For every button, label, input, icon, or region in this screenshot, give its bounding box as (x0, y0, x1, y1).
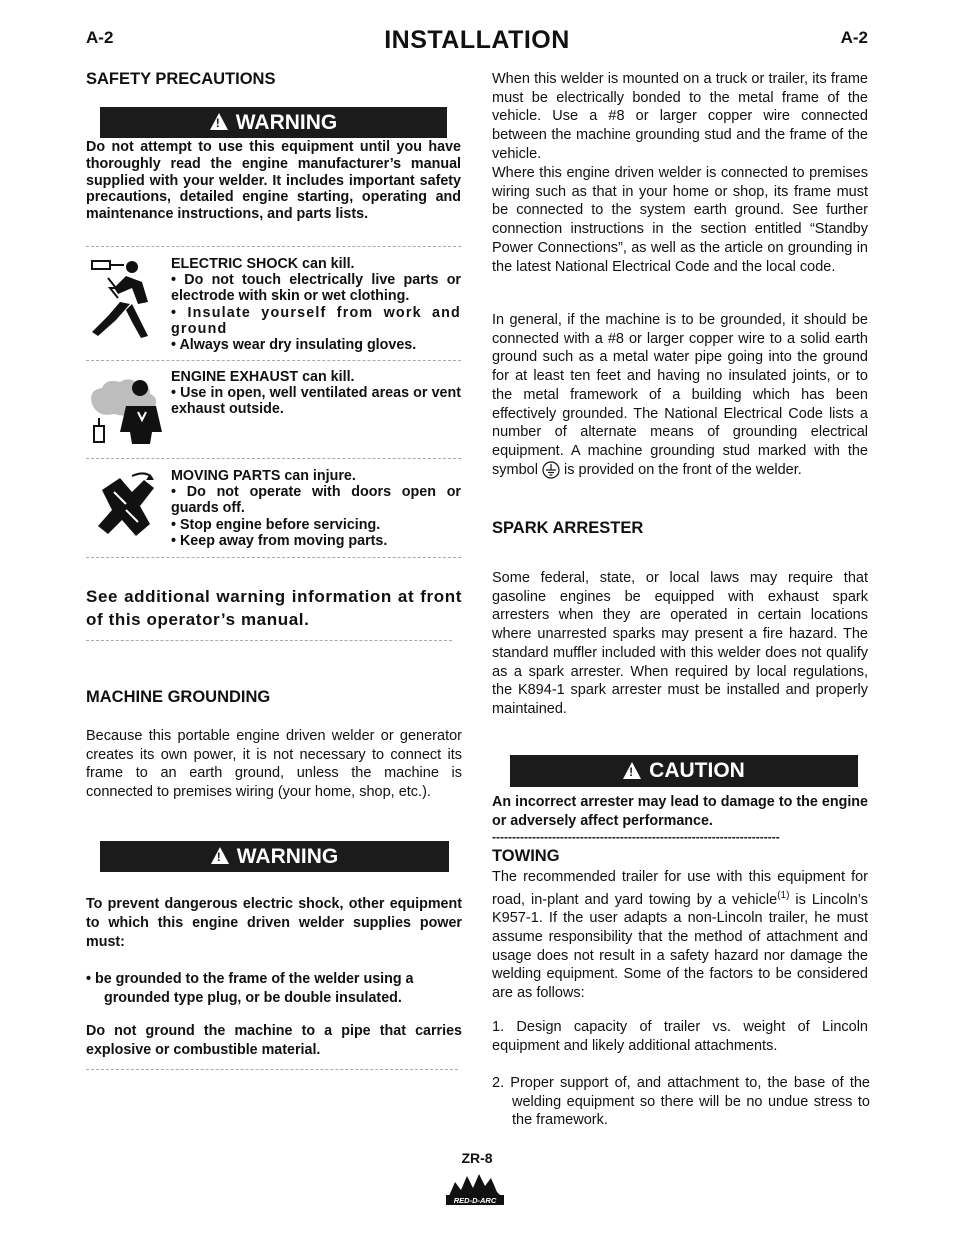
warning-triangle-icon (210, 113, 228, 130)
page-title: INSTALLATION (384, 26, 570, 54)
hazard-line: • Insulate yourself from work and ground (171, 304, 461, 337)
towing-text-end: is Lincoln’s K957-1. If the user adapts a non-Lincoln trailer, he must assume responsibility that the method of attachment and usage does not result in a safety hazard nor damage the welding equipment. Some of the factors to be considered are as follows: (492, 891, 868, 1002)
warning-triangle-icon (211, 847, 229, 864)
page-code-left: A-2 (86, 28, 114, 47)
hazard-line: • Stop engine before servicing. (171, 516, 381, 533)
hazard-line: • Always wear dry insulating gloves. (171, 337, 417, 354)
model-label: ZR-8 (461, 1150, 493, 1166)
hazard-electric-shock (171, 256, 461, 353)
moving-parts-icon (92, 470, 160, 542)
premises-wiring-paragraph: Where this engine driven welder is connected to premises wiring such as that in your home or shop, its frame must be connected to the system earth ground. See further connection instructions in the section entitled “Standby Power Connections”, as well as the article on grounding in the latest National Electrical Code and the local code. (492, 165, 868, 275)
warning-banner (100, 107, 447, 138)
divider (86, 458, 461, 459)
warning-intro: To prevent dangerous electric shock, other equipment to which this engine driven welder supplies power must: (86, 896, 462, 950)
warning-label: WARNING (236, 844, 339, 868)
divider (86, 246, 461, 247)
page-code-right: A-2 (840, 28, 868, 47)
towing-heading: TOWING (492, 847, 560, 865)
ground-symbol-icon (542, 461, 560, 479)
spark-arrester-heading: SPARK ARRESTER (492, 519, 644, 537)
caution-text: An incorrect arrester may lead to damage to the engine or adversely affect performance. (492, 794, 868, 829)
grounding-methods-text-end: is provided on the front of the welder. (564, 461, 802, 478)
caution-label: CAUTION (649, 759, 745, 782)
hazard-line: • Keep away from moving parts. (171, 532, 388, 549)
divider (86, 557, 461, 558)
machine-grounding-heading: MACHINE GROUNDING (86, 688, 271, 706)
engine-exhaust-icon (86, 376, 168, 448)
caution-banner (510, 755, 858, 787)
divider (86, 360, 461, 361)
safety-heading: SAFETY PRECAUTIONS (86, 70, 276, 88)
towing-paragraph (492, 868, 868, 1003)
spark-arrester-paragraph: Some federal, state, or local laws may require that gasoline engines be equipped with exhaust spark arresters when they are operated in certain locations where unarrested sparks may present a fire hazard. The standard muffler included with this welder does not qualify as a spark arrester. When required by local regulations, the K894-1 spark arrester must be installed and properly maintained. (492, 570, 868, 717)
hazard-moving-parts (171, 468, 461, 549)
grounding-methods-paragraph (492, 311, 868, 479)
warning-text: Do not attempt to use this equipment until you have thoroughly read the engine manufacturer’s manual supplied with your welder. It includes important safety precautions, detailed engine starting, operating and maintenance instructions, and parts lists. (86, 139, 461, 223)
hazard-line: • Do not touch electrically live parts or electrode with skin or wet clothing. (171, 272, 461, 305)
caution-rule: ------------------------------------------------------------------------ (492, 830, 780, 844)
electric-shock-icon (86, 258, 166, 342)
grounding-paragraph: Because this portable engine driven welder or generator creates its own power, it is not necessary to connect its frame to an earth ground, unless the machine is connected to premises wiring (your home, shop, etc.). (86, 728, 462, 801)
see-additional-warning: See additional warning information at front of this operator’s manual. (86, 587, 462, 629)
truck-trailer-paragraph: When this welder is mounted on a truck or trailer, its frame must be electrically bonded to the metal frame of the vehicle. Use a #8 or larger copper wire connected between the machine grounding stud and the frame of the vehicle. (492, 71, 868, 162)
hazard-line: • Do not operate with doors open or guards off. (171, 484, 461, 517)
towing-item-2: 2. Proper support of, and attachment to, the base of the welding equipment so there will be no undue stress to the framework. (492, 1075, 870, 1129)
caution-triangle-icon (623, 762, 641, 779)
hazard-title: MOVING PARTS can injure. (171, 468, 356, 484)
hazard-engine-exhaust (171, 369, 461, 418)
hazard-line: • Use in open, well ventilated areas or vent exhaust outside. (171, 385, 461, 418)
divider (86, 640, 452, 641)
warning-bullet: • be grounded to the frame of the welder using a grounded type plug, or be double insulated. (86, 971, 414, 1006)
towing-item-1: 1. Design capacity of trailer vs. weight of Lincoln equipment and likely additional attachments. (492, 1019, 868, 1054)
footnote-marker: (1) (777, 889, 790, 901)
warning-banner (100, 841, 449, 872)
warning-label: WARNING (235, 110, 338, 134)
hazard-title: ELECTRIC SHOCK can kill. (171, 256, 355, 272)
towing-text: The recommended trailer for use with this equipment for road, in-plant and yard towing by a vehicle (492, 869, 868, 908)
divider (86, 1069, 458, 1070)
warning-note: Do not ground the machine to a pipe that carries explosive or combustible material. (86, 1023, 462, 1058)
hazard-title: ENGINE EXHAUST can kill. (171, 369, 355, 385)
grounding-methods-text: In general, if the machine is to be grounded, it should be connected with a #8 or larger copper wire to a solid earth ground such as a metal water pipe going into the ground for at least ten feet and having no insulated joints, or to the metal framework of a building which has been effectively grounded. The National Electrical Code lists a number of alternate means of grounding electrical equipment. A machine grounding stud marked with the symbol (492, 312, 868, 478)
red-d-arc-logo (445, 1170, 505, 1206)
logo-text: RED-D-ARC (453, 1196, 497, 1205)
